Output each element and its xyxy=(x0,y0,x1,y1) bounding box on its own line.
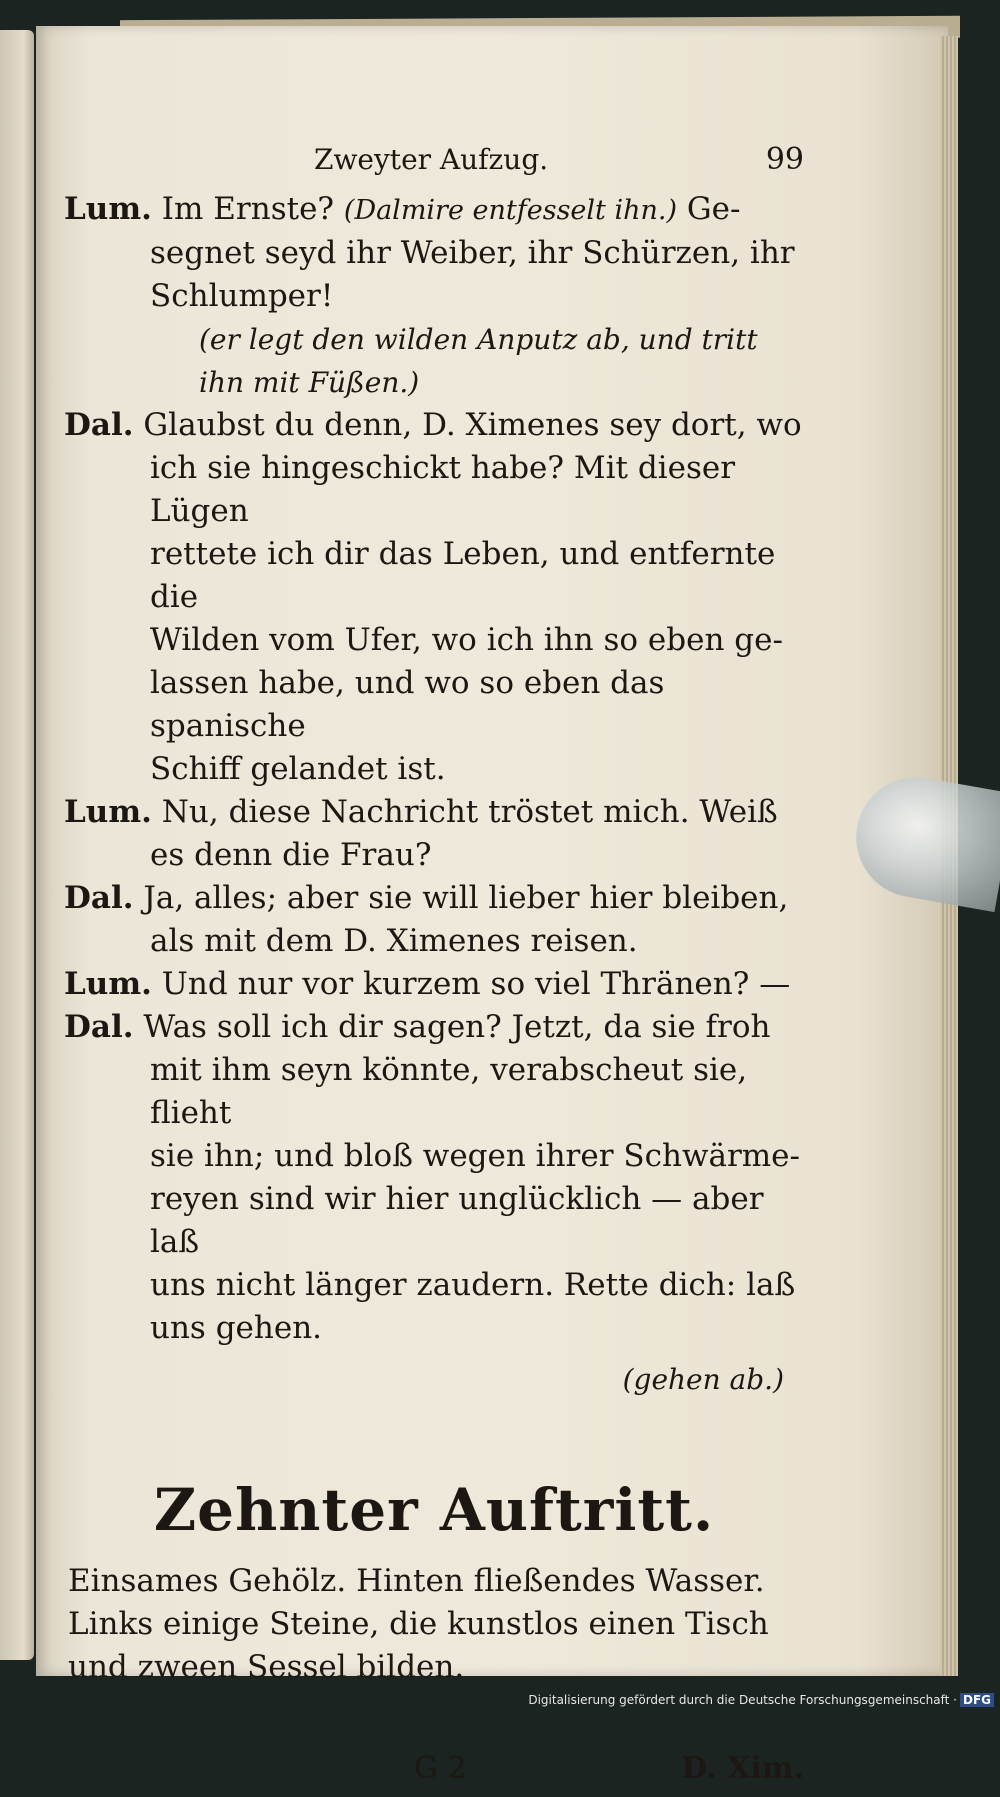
speaker-label: Dal. xyxy=(64,407,134,443)
speaker-label: Dal. xyxy=(64,880,134,916)
page-number: 99 xyxy=(765,142,804,177)
speech-line: segnet seyd ihr Weiber, ihr Schürzen, ihr xyxy=(150,235,795,271)
speech-lum-2 xyxy=(64,791,804,877)
speech-line: Ja, alles; aber sie will lieber hier bleiben, xyxy=(143,880,789,916)
speech-line: Nu, diese Nachricht tröstet mich. Weiß xyxy=(161,794,778,830)
speech-line: Und nur vor kurzem so viel Thränen? — xyxy=(161,966,791,1002)
speech-line: Schlumper! xyxy=(150,278,334,314)
speech-line: es denn die Frau? xyxy=(150,837,432,873)
page-header xyxy=(64,138,804,186)
speech-line: Schiff gelandet ist. xyxy=(150,751,446,787)
speech-text: Im Ernste? xyxy=(161,191,344,227)
inline-stage-direction: (Dalmire entfesselt ihn.) xyxy=(343,195,678,226)
page-footer xyxy=(64,1747,804,1797)
speaker-label: Lum. xyxy=(64,794,152,830)
speech-text: Ge- xyxy=(677,191,741,227)
scene-title: Zehnter Auftritt. xyxy=(153,1476,715,1544)
signature-mark: G 2 xyxy=(414,1751,467,1786)
speech-line: uns nicht länger zaudern. Rette dich: laß xyxy=(150,1267,796,1303)
speech-dal-2 xyxy=(64,877,804,963)
speaker-label: Lum. xyxy=(64,191,152,227)
left-page-edge xyxy=(0,30,34,1660)
scene-description xyxy=(64,1560,804,1689)
speech-line: als mit dem D. Ximenes reisen. xyxy=(150,923,638,959)
speech-line: mit ihm seyn könnte, verabscheut sie, flieht xyxy=(150,1052,748,1131)
speech-dal-3 xyxy=(64,1006,804,1350)
speech-line: uns gehen. xyxy=(150,1310,323,1346)
page-text xyxy=(64,138,804,1797)
speech-line: Wilden vom Ufer, wo ich ihn so eben ge- xyxy=(150,622,783,658)
stage-direction-line: (er legt den wilden Anputz ab, und tritt xyxy=(199,323,758,356)
speech-line: Was soll ich dir sagen? Jetzt, da sie froh xyxy=(143,1009,771,1045)
scene-description-line: und zween Sessel bilden. xyxy=(68,1649,465,1685)
stage-direction-line: ihn mit Füßen.) xyxy=(199,366,420,399)
catchword: D. Xim. xyxy=(681,1751,804,1786)
speech-line: rettete ich dir das Leben, und entfernte die xyxy=(150,536,776,615)
dfg-logo: DFG xyxy=(960,1693,994,1707)
stage-direction xyxy=(64,318,804,404)
speech-lum-1 xyxy=(64,188,804,318)
speech-dal-1 xyxy=(64,404,804,791)
speech-line: reyen sind wir hier unglücklich — aber laß xyxy=(150,1181,764,1260)
digitization-credit xyxy=(528,1693,994,1707)
speech-line: ich sie hingeschickt habe? Mit dieser Lügen xyxy=(150,450,736,529)
speech-line: Glaubst du denn, D. Ximenes sey dort, wo xyxy=(143,407,802,443)
speech-line: lassen habe, und wo so eben das spanische xyxy=(150,665,665,744)
speech-lum-3 xyxy=(64,963,804,1006)
running-title: Zweyter Aufzug. xyxy=(314,143,549,176)
scene-description-line: Links einige Steine, die kunstlos einen Tisch xyxy=(68,1606,769,1642)
speaker-label: Lum. xyxy=(64,966,152,1002)
credit-text: Digitalisierung gefördert durch die Deutsche Forschungsgemeinschaft · xyxy=(528,1693,957,1707)
exit-direction: (gehen ab.) xyxy=(622,1363,784,1396)
speaker-label: Dal. xyxy=(64,1009,134,1045)
speech-line: sie ihn; und bloß wegen ihrer Schwärme- xyxy=(150,1138,801,1174)
scene-description-line: Einsames Gehölz. Hinten fließendes Wasser. xyxy=(68,1563,765,1599)
